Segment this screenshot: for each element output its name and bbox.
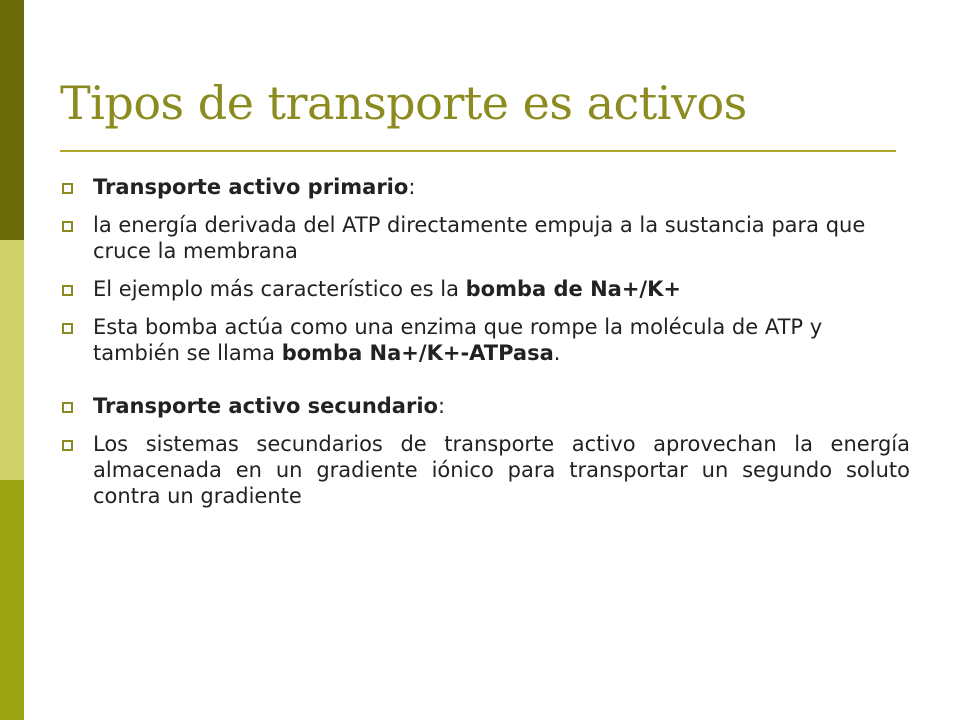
title-underline bbox=[60, 150, 896, 152]
bullet-bold-text: Transporte activo secundario bbox=[93, 394, 438, 418]
bullet-primary-heading bbox=[60, 174, 910, 200]
accent-bar-middle bbox=[0, 240, 24, 480]
bullet-secondary-heading bbox=[60, 393, 910, 419]
bullet-bold-text: bomba de Na+/K+ bbox=[465, 277, 681, 301]
bullet-text: El ejemplo más característico es la bbox=[93, 277, 466, 301]
bullet-bold-text: bomba Na+/K+-ATPasa bbox=[281, 341, 554, 365]
square-bullet-icon bbox=[62, 183, 73, 194]
accent-bar-bottom bbox=[0, 480, 24, 720]
square-bullet-icon bbox=[62, 285, 73, 296]
bullet-atp-energy bbox=[60, 212, 910, 264]
bullet-list bbox=[60, 174, 910, 521]
accent-bar-top bbox=[0, 0, 24, 240]
square-bullet-icon bbox=[62, 221, 73, 232]
bullet-pump-enzyme bbox=[60, 314, 910, 366]
bullet-text: Esta bomba actúa como una enzima que rompe la molécula de ATP y también se llama bbox=[93, 315, 823, 365]
square-bullet-icon bbox=[62, 440, 73, 451]
slide-title: Tipos de transporte es activos bbox=[60, 76, 747, 130]
bullet-pump-example bbox=[60, 276, 910, 302]
bullet-bold-text: Transporte activo primario bbox=[93, 175, 409, 199]
bullet-tail: : bbox=[408, 175, 416, 199]
square-bullet-icon bbox=[62, 323, 73, 334]
bullet-secondary-description bbox=[60, 431, 910, 509]
square-bullet-icon bbox=[62, 402, 73, 413]
bullet-tail: . bbox=[553, 341, 561, 365]
bullet-tail: : bbox=[437, 394, 446, 418]
bullet-text: la energía derivada del ATP directamente empuja a la sustancia para que cruce la membrana bbox=[93, 213, 866, 263]
bullet-text: Los sistemas secundarios de transporte activo aprovechan la energía almacenada en un gradiente iónico para transportar un segundo soluto contra un gradiente bbox=[93, 432, 910, 508]
